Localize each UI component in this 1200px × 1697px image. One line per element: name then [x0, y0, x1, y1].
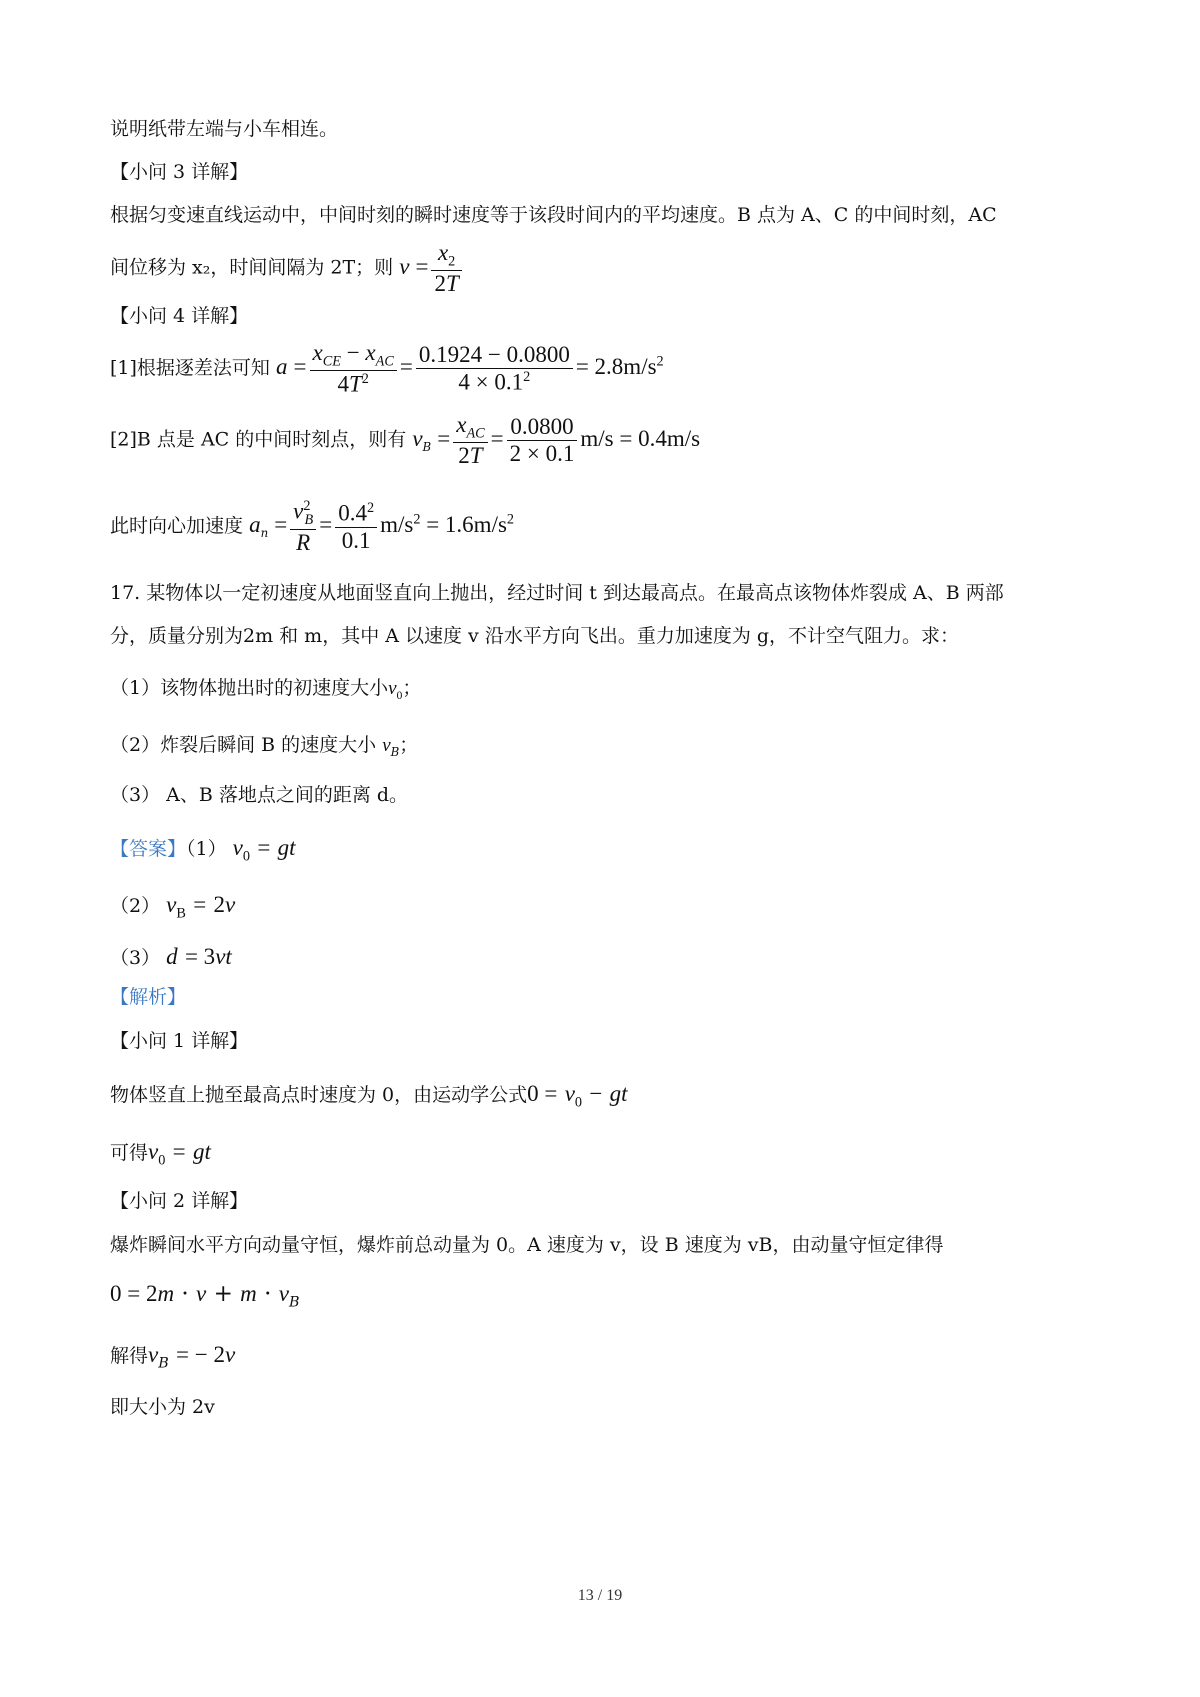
answer-line-3: （3） d = 3vt: [110, 944, 232, 969]
q4-formula-line-3: 此时向心加速度 $a_n$ = $\frac{v^2_B}{R}$ = $\frac{0.4^2}{0.1}$ $m/s^2 = 1.6m/s^2$: [110, 498, 515, 555]
text-line-1: 说明纸带左端与小车相连。: [110, 118, 339, 140]
problem-17-question-2: （2）炸裂后瞬间 B 的速度大小 $v_B$；: [110, 734, 419, 759]
problem-17-question-3: （3） A、B 落地点之间的距离 d。: [110, 784, 409, 806]
formula-v-x2-over-2T: v = $\frac{x_2}{2T}$: [399, 257, 465, 279]
analysis-tag: 【解析】: [110, 986, 187, 1008]
answer-line-2: （2） $v_B = 2v$: [110, 892, 236, 922]
q3-text-line-1: 根据匀变速直线运动中，中间时刻的瞬时速度等于该段时间内的平均速度。B 点为 A、C 的中间时刻，AC: [110, 204, 997, 226]
s2-last: 即大小为 2v: [110, 1396, 215, 1418]
q3-text-2: 间位移为 x₂，时间间隔为 2T；则: [110, 256, 394, 279]
s1-result: 可得$v_0$ = gt: [110, 1139, 211, 1169]
s2-solve: 解得$v_B$ = − 2v: [110, 1342, 236, 1372]
problem-17-question-1: （1）该物体抛出时的初速度大小$v_0$；: [110, 677, 422, 702]
page-number: 13 / 19: [577, 1587, 623, 1604]
section-heading-s2: 【小问 2 详解】: [110, 1190, 249, 1212]
problem-17-line-2: 分，质量分别为2m 和 m，其中 A 以速度 v 沿水平方向飞出。重力加速度为 g，不计空气阻力。求：: [110, 625, 960, 647]
section-heading-q4: 【小问 4 详解】: [110, 305, 249, 327]
section-heading-s1: 【小问 1 详解】: [110, 1030, 249, 1052]
q3-text-line-2: [110, 240, 465, 297]
section-heading-q3: 【小问 3 详解】: [110, 161, 249, 183]
q4-formula-line-2: [2]B 点是 AC 的中间时刻点，则有 $v_B$ = $\frac{x_{AC}}{2T}$ = $\frac{0.0800}{2 \times 0.1}$ m/s = 0.4m/s: [110, 412, 701, 468]
formula-acceleration: a = $\frac{x_{CE} - x_{AC}}{4T^2}$ = $\frac{0.1924 - 0.0800}{4 \times 0.1^2}$ = $2.8m/s^2$: [275, 340, 664, 397]
s2-momentum-equation: $0 = 2m \cdot v + m \cdot v_B$: [110, 1281, 300, 1311]
formula-an: $a_n$ = $\frac{v^2_B}{R}$ = $\frac{0.4^2}{0.1}$ $m/s^2 = 1.6m/s^2$: [249, 498, 515, 555]
answer-line-1: 【答案】（1） $v_0$ = gt: [110, 835, 296, 865]
problem-17-line-1: 17. 某物体以一定初速度从地面竖直向上抛出，经过时间 t 到达最高点。在最高点该物体炸裂成 A、B 两部: [110, 582, 1004, 604]
formula-vB: $v_B$ = $\frac{x_{AC}}{2T}$ = $\frac{0.0800}{2 \times 0.1}$ m/s = 0.4m/s: [412, 412, 701, 468]
s1-text: 物体竖直上抛至最高点时速度为 0，由运动学公式$0 = v_0$ − gt: [110, 1081, 628, 1111]
s2-text: 爆炸瞬间水平方向动量守恒，爆炸前总动量为 0。A 速度为 v，设 B 速度为 vB，由动量守恒定律得: [110, 1234, 944, 1256]
q4-formula-line-1: [1]根据逐差法可知 a = $\frac{x_{CE} - x_{AC}}{4T^2}$ = $\frac{0.1924 - 0.0800}{4 \times 0.1^2}$ = $2.8m/s^2$: [110, 340, 664, 397]
answer-tag: 【答案】: [110, 838, 187, 860]
